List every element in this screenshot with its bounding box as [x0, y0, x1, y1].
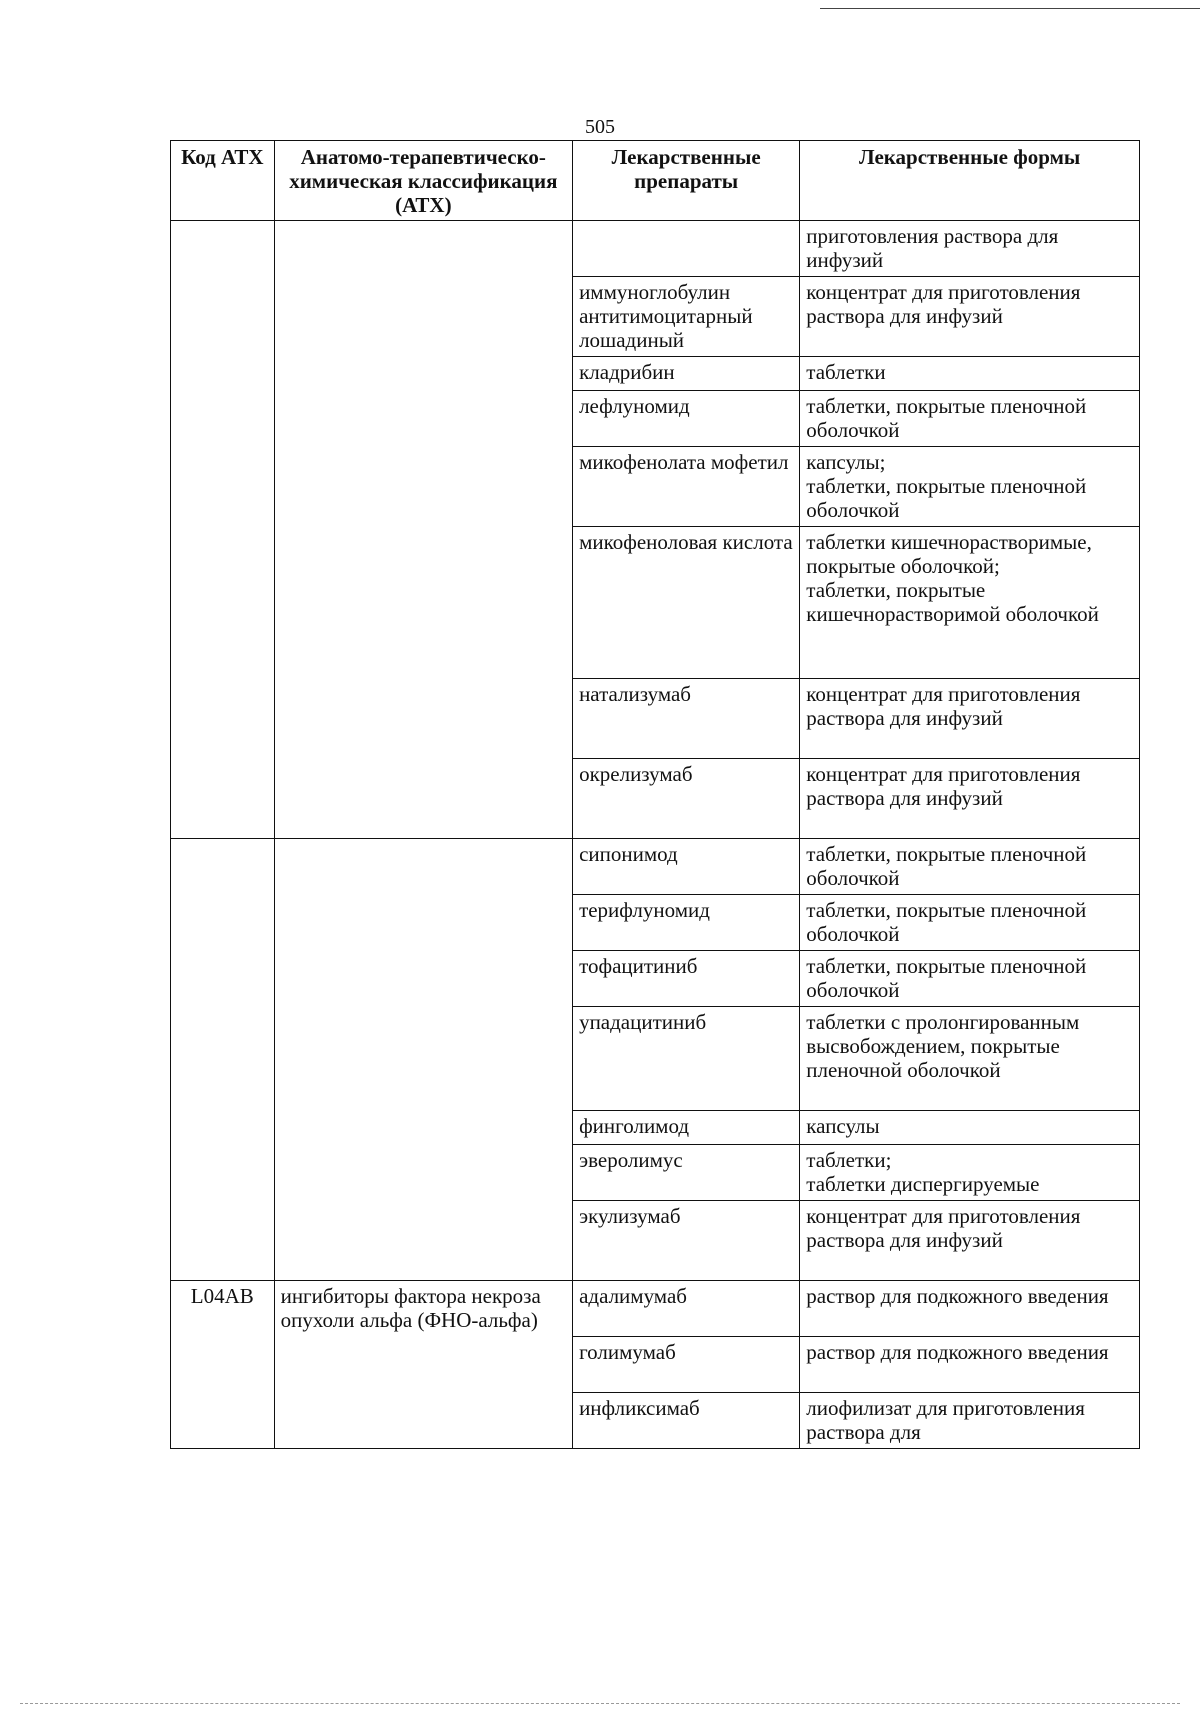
form-line: таблетки кишечнорастворимые, покрытые оболочкой; [806, 530, 1092, 578]
header-forms: Лекарственные формы [800, 141, 1140, 221]
drug-cell: кладрибин [573, 357, 800, 391]
forms-cell [800, 1337, 1140, 1393]
scan-edge-rule [820, 8, 1200, 9]
form-line: капсулы; [806, 450, 886, 474]
form-line: лиофилизат для приготовления раствора для [806, 1396, 1085, 1444]
form-line: таблетки, покрытые пленочной оболочкой [806, 474, 1087, 522]
drug-cell: финголимод [573, 1111, 800, 1145]
drug-cell: упадацитиниб [573, 1007, 800, 1111]
table-row [171, 221, 1140, 277]
drug-cell: тофацитиниб [573, 951, 800, 1007]
form-line: таблетки диспергируемые [806, 1172, 1040, 1196]
forms-cell [800, 679, 1140, 759]
drug-cell: терифлуномид [573, 895, 800, 951]
forms-cell [800, 759, 1140, 839]
form-line: концентрат для приготовления раствора для инфузий [806, 682, 1081, 730]
forms-cell [800, 1201, 1140, 1281]
forms-cell [800, 277, 1140, 357]
code-cell-empty [171, 839, 275, 1281]
header-code: Код АТХ [171, 141, 275, 221]
form-line: раствор для подкожного введения [806, 1340, 1109, 1364]
form-line: раствор для подкожного введения [806, 1284, 1109, 1308]
forms-cell [800, 1007, 1140, 1111]
drug-cell: микофеноловая кислота [573, 527, 800, 679]
page-number: 505 [585, 116, 615, 138]
drug-cell: эверолимус [573, 1145, 800, 1201]
drug-cell: окрелизумаб [573, 759, 800, 839]
table-header-row [171, 141, 1140, 221]
forms-cell [800, 391, 1140, 447]
table-row [171, 1281, 1140, 1337]
classification-cell-empty [274, 221, 572, 839]
form-line: таблетки с пролонгированным высвобождением, покрытые пленочной оболочкой [806, 1010, 1080, 1082]
forms-cell [800, 1393, 1140, 1449]
drug-cell: иммуноглобулин антитимоцитарный лошадиный [573, 277, 800, 357]
forms-cell [800, 527, 1140, 679]
drug-cell: сипонимод [573, 839, 800, 895]
forms-cell [800, 1281, 1140, 1337]
forms-cell [800, 951, 1140, 1007]
forms-cell [800, 447, 1140, 527]
drug-cell: голимумаб [573, 1337, 800, 1393]
table-row [171, 839, 1140, 895]
forms-cell [800, 357, 1140, 391]
header-classification: Анатомо-терапевтическо-химическая классификация (АТХ) [274, 141, 572, 221]
form-line: таблетки, покрытые пленочной оболочкой [806, 842, 1087, 890]
forms-cell [800, 839, 1140, 895]
form-line: таблетки; [806, 1148, 892, 1172]
form-line: таблетки, покрытые пленочной оболочкой [806, 394, 1087, 442]
form-line: таблетки [806, 360, 886, 384]
atc-code-cell: L04AB [171, 1281, 275, 1449]
code-cell-empty [171, 221, 275, 839]
form-line: концентрат для приготовления раствора для инфузий [806, 762, 1081, 810]
form-line: таблетки, покрытые пленочной оболочкой [806, 954, 1087, 1002]
drug-cell: инфликсимаб [573, 1393, 800, 1449]
forms-cell [800, 895, 1140, 951]
drug-cell: лефлуномид [573, 391, 800, 447]
drug-table [170, 140, 1140, 1449]
forms-cell [800, 221, 1140, 277]
forms-cell [800, 1145, 1140, 1201]
form-line: капсулы [806, 1114, 880, 1138]
form-line: концентрат для приготовления раствора для инфузий [806, 280, 1081, 328]
form-line: таблетки, покрытые кишечнорастворимой оболочкой [806, 578, 1099, 626]
drug-cell: микофенолата мофетил [573, 447, 800, 527]
drug-cell: адалимумаб [573, 1281, 800, 1337]
drug-cell: экулизумаб [573, 1201, 800, 1281]
atc-classification-cell: ингибиторы фактора некроза опухоли альфа (ФНО-альфа) [274, 1281, 572, 1449]
drug-cell: натализумаб [573, 679, 800, 759]
form-line: приготовления раствора для инфузий [806, 224, 1059, 272]
drug-cell [573, 221, 800, 277]
form-line: таблетки, покрытые пленочной оболочкой [806, 898, 1087, 946]
form-line: концентрат для приготовления раствора для инфузий [806, 1204, 1081, 1252]
scan-noise-line [20, 1703, 1180, 1704]
header-drugs: Лекарственные препараты [573, 141, 800, 221]
forms-cell [800, 1111, 1140, 1145]
classification-cell-empty [274, 839, 572, 1281]
